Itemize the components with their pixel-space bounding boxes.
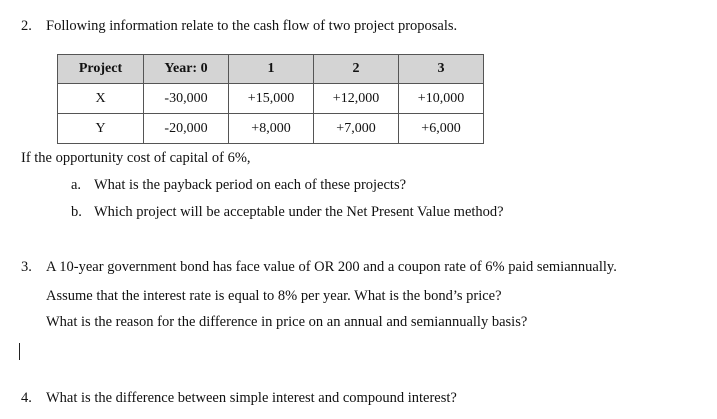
cell-y-year-3: +6,000 [399,114,484,144]
text-cursor[interactable] [19,343,20,360]
cell-x-year-0: -30,000 [144,84,229,114]
cell-y-year-2: +7,000 [314,114,399,144]
table-row [58,84,484,114]
header-year-0: Year: 0 [144,55,229,84]
q2-text: Following information relate to the cash flow of two project proposals. [46,18,458,34]
q3-line-1: A 10-year government bond has face value of OR 200 and a coupon rate of 6% paid semiannually. [46,259,617,275]
table-row [58,114,484,144]
cell-project-x: X [58,84,144,114]
header-project: Project [58,55,144,84]
header-year-1: 1 [229,55,314,84]
header-year-3: 3 [399,55,484,84]
q3-number: 3. [21,259,32,275]
q3-line-2: Assume that the interest rate is equal to 8% per year. What is the bond’s price? [46,288,502,304]
cash-flow-table [57,54,484,144]
cell-y-year-1: +8,000 [229,114,314,144]
table-header-row [58,55,484,84]
q2-note: If the opportunity cost of capital of 6%, [21,150,251,166]
cell-x-year-3: +10,000 [399,84,484,114]
q2a-label: a. [71,177,82,193]
cell-x-year-1: +15,000 [229,84,314,114]
q4-text: What is the difference between simple interest and compound interest? [46,390,457,406]
cell-y-year-0: -20,000 [144,114,229,144]
q4-number: 4. [21,390,32,406]
q2b-text: Which project will be acceptable under the Net Present Value method? [94,204,504,220]
header-year-2: 2 [314,55,399,84]
q2-number: 2. [21,18,32,34]
cell-x-year-2: +12,000 [314,84,399,114]
q3-line-3: What is the reason for the difference in price on an annual and semiannually basis? [46,314,528,330]
cell-project-y: Y [58,114,144,144]
q2b-label: b. [71,204,82,220]
q2a-text: What is the payback period on each of these projects? [94,177,407,193]
